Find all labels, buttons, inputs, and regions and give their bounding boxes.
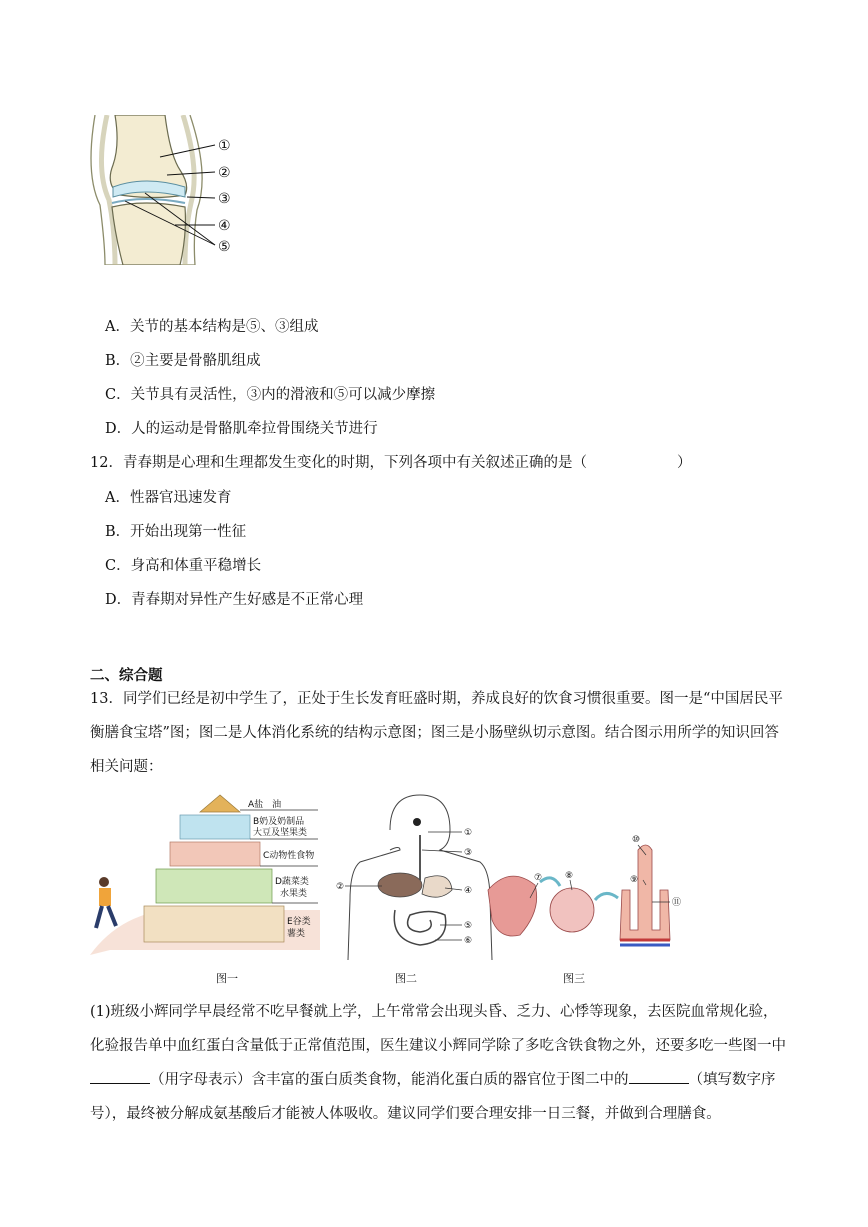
intestine-label-7: ⑦: [534, 873, 543, 883]
q11-option-b: B．②主要是骨骼肌组成: [105, 353, 261, 369]
answer-blank-2[interactable]: [629, 1069, 689, 1084]
food-pyramid-figure: [90, 795, 320, 955]
q12-option-a: A．性器官迅速发育: [105, 490, 232, 506]
pyramid-label-e1: E谷类: [287, 917, 311, 927]
q12-option-b: B．开始出现第一性征: [105, 524, 247, 540]
intestine-label-11: ⑪: [672, 898, 682, 908]
intestine-section: [550, 888, 594, 932]
digestive-label-4: ④: [464, 886, 473, 896]
stomach: [422, 876, 452, 897]
q13-sub1-text-3: （填写数字序号），最终被分解成氨基酸后才能被人体吸收。建议同学们要合理安排一日三餐，并做到合理膳食。: [90, 1072, 776, 1122]
q13-sub1: [90, 995, 790, 1131]
joint-label-5: ⑤: [218, 239, 231, 255]
pyramid-top: [200, 795, 240, 812]
runner-head: [99, 877, 109, 887]
pyramid-level-d: [156, 869, 272, 903]
q12-stem-start: 12．青春期是心理和生理都发生变化的时期，下列各项中有关叙述正确的是（: [90, 455, 587, 471]
q11-option-c: C．关节具有灵活性，③内的滑液和⑤可以减少摩擦: [105, 387, 436, 403]
q13-sub1-text-1: (1)班级小辉同学早晨经常不吃早餐就上学，上午常常会出现头昏、乏力、心悸等现象，去医院血常规化验，化验报告单中血红蛋白含量低于正常值范围，医生建议小辉同学除了多吃含铁食物之外，还要多吃一些图一中: [90, 1004, 786, 1054]
q12-stem-end: ）: [676, 455, 692, 471]
caption-figure-2: 图二: [395, 972, 417, 985]
pyramid-label-a: A盐 油: [248, 800, 282, 810]
arrow-2: [595, 893, 618, 900]
pyramid-label-d1: D蔬菜类: [275, 877, 309, 887]
pyramid-label-b1: B奶及奶制品: [253, 817, 305, 827]
intestine-wall-figure: [488, 835, 681, 945]
q13-figures: [90, 790, 710, 990]
villi: [620, 845, 670, 940]
pyramid-level-c: [170, 842, 260, 866]
joint-label-4: ④: [218, 218, 231, 234]
digestive-label-2: ②: [336, 882, 345, 892]
knee-joint-figure: [85, 115, 260, 265]
pyramid-level-e: [144, 906, 284, 942]
pyramid-label-e2: 薯类: [287, 929, 306, 939]
digestive-label-1: ①: [464, 828, 473, 838]
digestive-label-6: ⑥: [464, 936, 473, 946]
arrow-1: [540, 878, 560, 886]
answer-blank-1[interactable]: [90, 1069, 150, 1084]
joint-label-3: ③: [218, 191, 231, 207]
q11-option-a: A．关节的基本结构是⑤、③组成: [105, 319, 319, 335]
q13-stem: 13．同学们已经是初中学生了，正处于生长发育旺盛时期，养成良好的饮食习惯很重要。图一是“中国居民平衡膳食宝塔”图；图二是人体消化系统的结构示意图；图三是小肠壁纵切示意图。结合图示用所学的知识回答相关问题：: [90, 691, 783, 775]
pyramid-label-d2: 水果类: [280, 889, 308, 899]
runner-legs: [96, 906, 116, 928]
caption-figure-1: 图一: [216, 972, 238, 985]
pyramid-level-b: [180, 815, 250, 839]
section-title: 二、综合题: [90, 668, 163, 684]
digestive-label-5: ⑤: [464, 921, 473, 931]
digestive-label-3: ③: [464, 848, 473, 858]
q12-option-d: D．青春期对异性产生好感是不正常心理: [105, 592, 364, 608]
intestine-label-10: ⑩: [632, 835, 641, 845]
caption-figure-3: 图三: [563, 972, 585, 985]
pyramid-label-b2: 大豆及坚果类: [253, 828, 308, 838]
runner-body: [99, 888, 111, 906]
q13-sub1-text-2: （用字母表示）含丰富的蛋白质类食物，能消化蛋白质的器官位于图二中的: [150, 1072, 629, 1088]
q12-stem: [90, 453, 691, 473]
joint-cavity: [112, 199, 185, 203]
digestive-system-figure: [336, 795, 492, 960]
liver: [378, 873, 422, 897]
q12-option-c: C．身高和体重平稳增长: [105, 558, 262, 574]
joint-label-2: ②: [218, 165, 231, 181]
intestine-tube: [488, 876, 537, 936]
intestine-label-8: ⑧: [565, 871, 574, 881]
mouth-glands: [413, 818, 421, 826]
pyramid-label-c: C动物性食物: [263, 851, 315, 861]
intestine-label-9: ⑨: [630, 875, 639, 885]
q11-option-d: D．人的运动是骨骼肌牵拉骨围绕关节进行: [105, 421, 378, 437]
joint-label-1: ①: [218, 138, 231, 154]
